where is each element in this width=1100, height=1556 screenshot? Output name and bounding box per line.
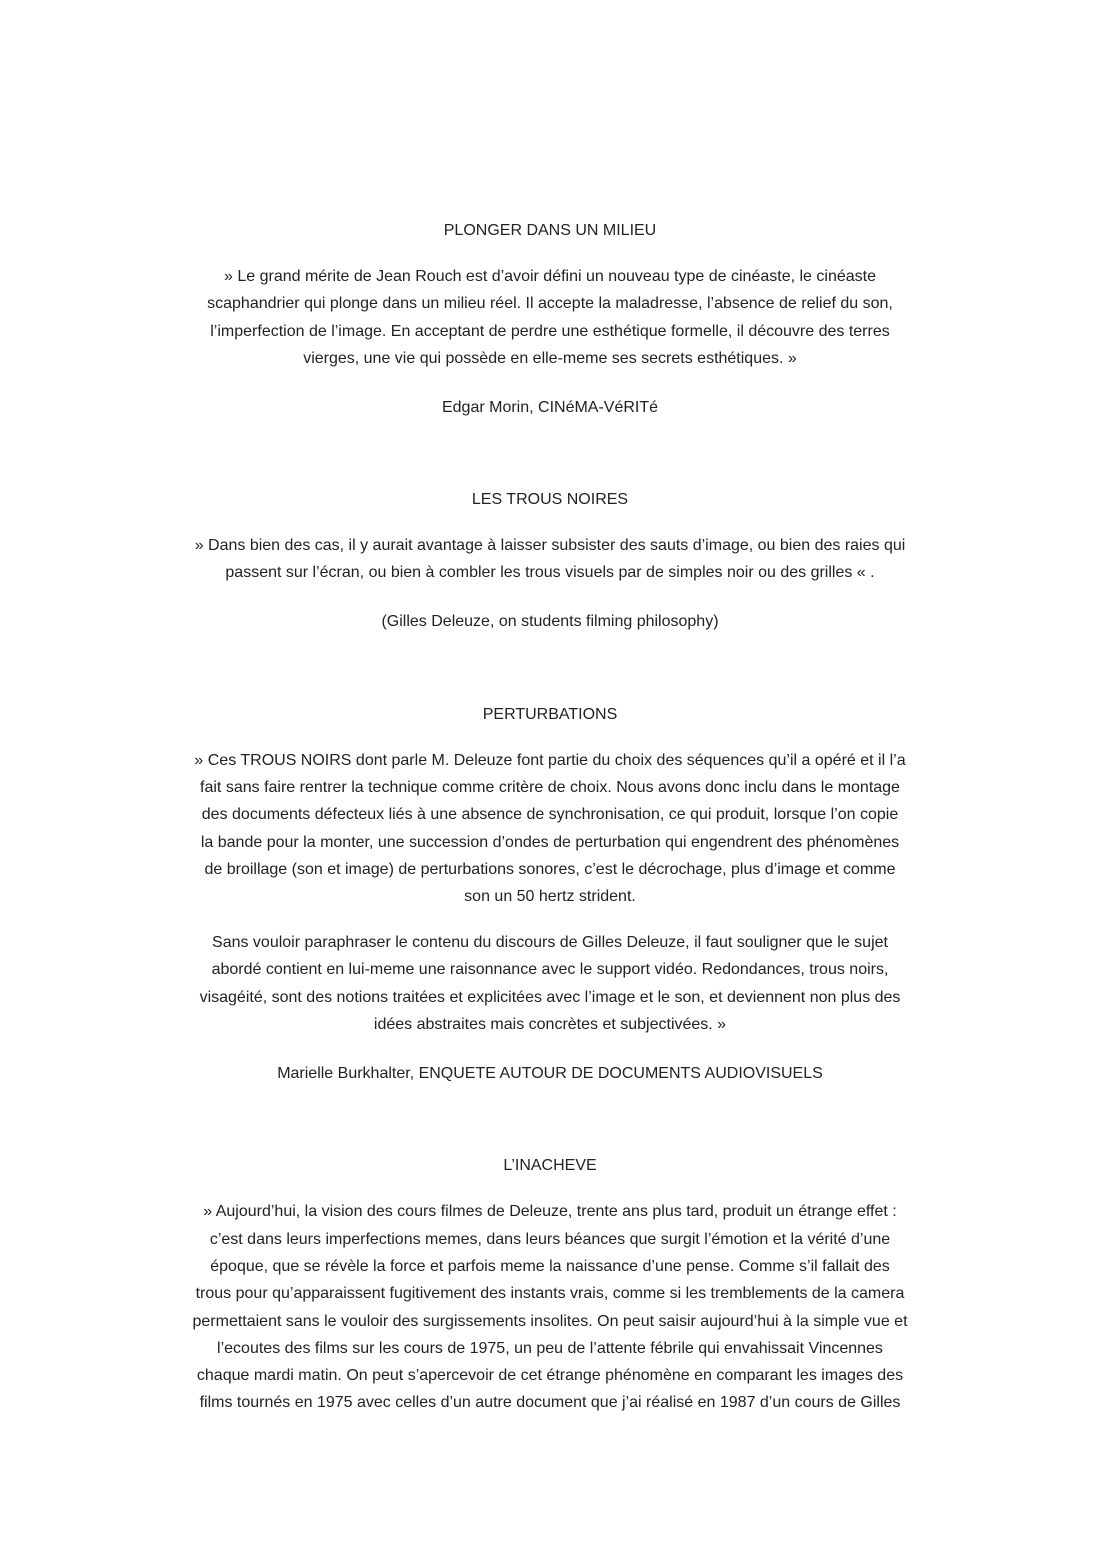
text-line: époque, que se révèle la force et parfois meme la naissance d’une pense. Comme s’il fallait des bbox=[210, 1257, 890, 1275]
text-line: Sans vouloir paraphraser le contenu du discours de Gilles Deleuze, il faut souligner que le sujet bbox=[212, 934, 888, 952]
quote-paragraph bbox=[0, 929, 1100, 1038]
text-line: » Aujourd’hui, la vision des cours filmes de Deleuze, trente ans plus tard, produit un étrange effet : bbox=[203, 1203, 897, 1221]
section bbox=[0, 486, 1100, 636]
text-line: fait sans faire rentrer la technique comme critère de choix. Nous avons donc inclu dans le montage bbox=[200, 779, 900, 796]
text-line: chaque mardi matin. On peut s’apercevoir de cet étrange phénomène en comparant les images des bbox=[196, 1367, 904, 1385]
attribution: Marielle Burkhalter, ENQUETE AUTOUR DE DOCUMENTS AUDIOVISUELS bbox=[277, 1065, 823, 1083]
text-line: » Le grand mérite de Jean Rouch est d’avoir défini un nouveau type de cinéaste, le cinéaste bbox=[224, 267, 876, 285]
section bbox=[0, 217, 1100, 421]
quote-paragraph bbox=[0, 747, 1100, 911]
text-line: des documents défecteux liés à une absence de synchronisation, ce qui produit, lorsque l’on copie bbox=[201, 806, 899, 824]
text-line: idées abstraites mais concrètes et subjectivées. » bbox=[373, 1016, 727, 1034]
attribution: Edgar Morin, CINéMA-VéRITé bbox=[441, 398, 659, 416]
text-line: l’ecoutes des films sur les cours de 1975, un peu de l’attente fébrile qui envahissait Vincennes bbox=[217, 1339, 883, 1357]
text-line: permettaient sans le vouloir des surgissements insolites. On peut saisir aujourd’hui à la simple vue et bbox=[192, 1312, 908, 1330]
text-line: c’est dans leurs imperfections memes, dans leurs béances que surgit l’émotion et la vérité d’une bbox=[209, 1230, 891, 1248]
text-line: visagéité, sont des notions traitées et explicitées avec l’image et le son, et deviennent non plus des bbox=[199, 988, 901, 1006]
text-line: » Ces TROUS NOIRS dont parle M. Deleuze font partie du choix des séquences qu’il a opéré et il l’a bbox=[194, 751, 906, 769]
quote-paragraph bbox=[0, 1198, 1100, 1416]
text-line: la bande pour la monter, une succession d’ondes de perturbation qui engendrent des phénomènes bbox=[200, 833, 900, 851]
section-heading: PLONGER DANS UN MILIEU bbox=[443, 222, 657, 239]
attribution: (Gilles Deleuze, on students filming philosophy) bbox=[381, 613, 719, 631]
text-line: de broillage (son et image) de perturbations sonores, c’est le décrochage, plus d’image et comme bbox=[204, 860, 896, 878]
text-line: films tournés en 1975 avec celles d’un autre document que j’ai réalisé en 1987 d’un cours de Gilles bbox=[199, 1394, 901, 1412]
section bbox=[0, 701, 1100, 1088]
text-line: vierges, une vie qui possède en elle-meme ses secrets esthétiques. » bbox=[303, 349, 797, 367]
text-line: passent sur l’écran, ou bien à combler les trous visuels par de simples noir ou des grilles « . bbox=[225, 564, 875, 582]
section-heading: L’INACHEVE bbox=[503, 1157, 597, 1175]
text-line: son un 50 hertz strident. bbox=[464, 888, 636, 906]
text-line: trous pour qu’apparaissent fugitivement des instants vrais, comme si les tremblements de la camera bbox=[195, 1285, 905, 1303]
quote-paragraph bbox=[0, 532, 1100, 587]
section-heading: LES TROUS NOIRES bbox=[471, 491, 629, 509]
section-heading: PERTURBATIONS bbox=[482, 705, 618, 723]
text-line: l’imperfection de l’image. En acceptant de perdre une esthétique formelle, il découvre des terres bbox=[210, 322, 890, 340]
section bbox=[0, 1152, 1100, 1416]
text-line: » Dans bien des cas, il y aurait avantage à laisser subsister des sauts d’image, ou bien des raies qui bbox=[194, 537, 906, 555]
text-line: abordé contient en lui-meme une raisonnance avec le support vidéo. Redondances, trous noirs, bbox=[211, 961, 889, 979]
quote-paragraph bbox=[0, 263, 1100, 372]
text-line: scaphandrier qui plonge dans un milieu réel. Il accepte la maladresse, l’absence de relief du son, bbox=[207, 295, 893, 313]
